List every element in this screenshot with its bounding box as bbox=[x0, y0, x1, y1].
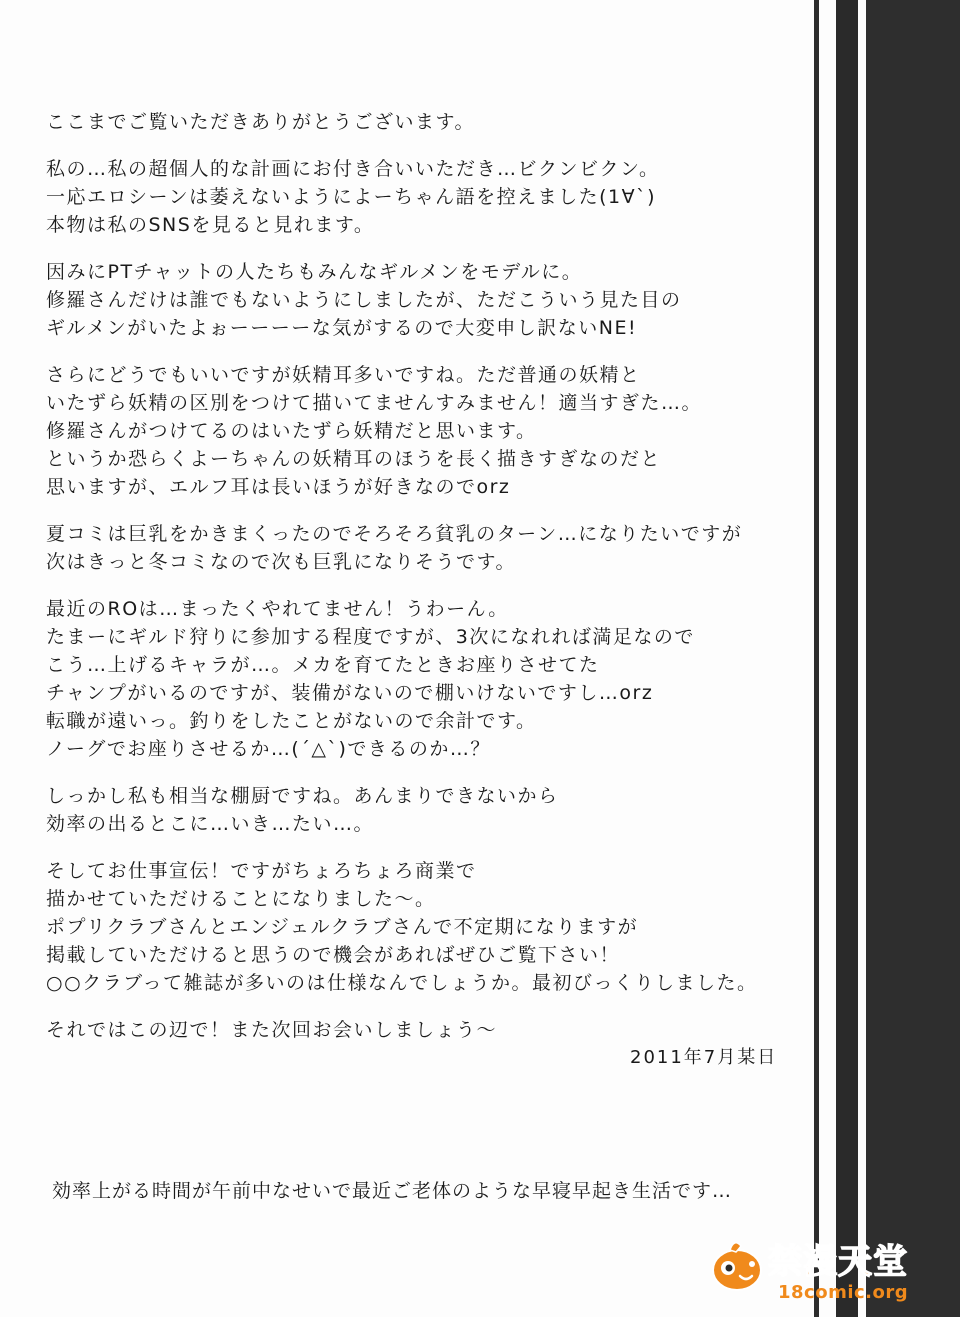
paragraph bbox=[46, 782, 806, 838]
text-line: 最近のROは…まったくやれてません！うわーん。 bbox=[46, 598, 509, 620]
text-line: ポプリクラブさんとエンジェルクラブさんで不定期になりますが bbox=[46, 916, 639, 938]
paragraph bbox=[46, 155, 806, 239]
text-line: 描かせていただけることになりました～。 bbox=[46, 888, 436, 910]
text-line: 次はきっと冬コミなので次も巨乳になりそうです。 bbox=[46, 551, 516, 573]
text-line: 思いますが、エルフ耳は長いほうが好きなのでorz bbox=[46, 476, 511, 498]
decorative-stripe-wide bbox=[866, 0, 960, 1317]
text-line: ギルメンがいたよぉーーーーな気がするので大変申し訳ないNE! bbox=[46, 317, 638, 339]
text-line: 修羅さんだけは誰でもないようにしましたが、ただこういう見た目の bbox=[46, 289, 682, 311]
text-line: 効率の出るとこに…いき…たい…。 bbox=[46, 813, 375, 835]
decorative-stripe-medium bbox=[836, 0, 858, 1317]
text-line: 私の…私の超個人的な計画にお付き合いいただき…ビクンビクン。 bbox=[46, 158, 660, 180]
text-line: それではこの辺で！また次回お会いしましょう～ bbox=[46, 1019, 498, 1041]
text-line: しっかし私も相当な棚厨ですね。あんまりできないから bbox=[46, 785, 559, 807]
text-line: 修羅さんがつけてるのはいたずら妖精だと思います。 bbox=[46, 420, 537, 442]
text-line: ○○クラブって雑誌が多いのは仕様なんでしょうか。最初びっくりしました。 bbox=[46, 972, 758, 994]
text-line: 因みにPTチャットの人たちもみんなギルメンをモデルに。 bbox=[46, 261, 583, 283]
text-line: そしてお仕事宣伝！ですがちょろちょろ商業で bbox=[46, 860, 477, 882]
mascot-logo-icon bbox=[708, 1236, 766, 1294]
date-signature: 2011年7月某日 bbox=[630, 1047, 778, 1068]
paragraph bbox=[46, 258, 806, 342]
text-line: たまーにギルド狩りに参加する程度ですが、3次になれれば満足なので bbox=[46, 626, 695, 648]
paragraph bbox=[46, 108, 806, 136]
paragraph bbox=[46, 1016, 806, 1044]
paragraph bbox=[46, 520, 806, 576]
text-line: いたずら妖精の区別をつけて描いてませんすみません！適当すぎた…。 bbox=[46, 392, 703, 414]
text-line: チャンプがいるのですが、装備がないので棚いけないですし…orz bbox=[46, 682, 654, 704]
watermark-title: 禁漫天堂 bbox=[768, 1242, 908, 1282]
text-line: 一応エロシーンは萎えないようによーちゃん語を控えました(1∀`) bbox=[46, 186, 657, 208]
text-line: 転職が遠いっ。釣りをしたことがないので余計です。 bbox=[46, 710, 537, 732]
paragraph bbox=[46, 361, 806, 501]
decorative-stripe-thin bbox=[814, 0, 819, 1317]
text-line: 掲載していただけると思うので機会があればぜひご覧下さい！ bbox=[46, 944, 621, 966]
text-line: こう…上げるキャラが…。メカを育てたときお座りさせてた bbox=[46, 654, 600, 676]
text-line: 本物は私のSNSを見ると見れます。 bbox=[46, 214, 375, 236]
watermark-url: 18comic.org bbox=[778, 1282, 909, 1303]
footer-note: 効率上がる時間が午前中なせいで最近ご老体のような早寝早起き生活です… bbox=[52, 1180, 733, 1202]
text-line: というか恐らくよーちゃんの妖精耳のほうを長く描きすぎなのだと bbox=[46, 448, 662, 470]
text-line: 夏コミは巨乳をかきまくったのでそろそろ貧乳のターン…になりたいですが bbox=[46, 523, 743, 545]
afterword-body bbox=[46, 108, 806, 1063]
watermark bbox=[708, 1226, 938, 1310]
text-line: ノーグでお座りさせるか…(´△`)できるのか…？ bbox=[46, 738, 491, 760]
paragraph bbox=[46, 857, 806, 997]
paragraph bbox=[46, 595, 806, 763]
text-line: ここまでご覧いただきありがとうございます。 bbox=[46, 111, 475, 133]
text-line: さらにどうでもいいですが妖精耳多いですね。ただ普通の妖精と bbox=[46, 364, 641, 386]
